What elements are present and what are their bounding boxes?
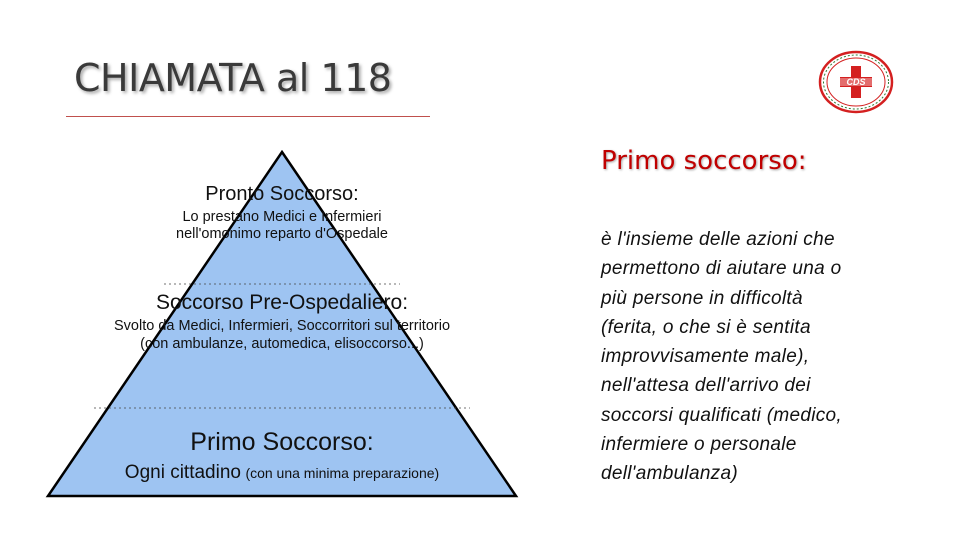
level-pronto-soccorso-title: Pronto Soccorso: <box>205 183 359 205</box>
level-pronto-soccorso-line1: Lo prestano Medici e Infermieri <box>182 209 382 225</box>
level-pre-ospedaliero-line2: (con ambulanze, automedica, elisoccorso...) <box>140 336 424 352</box>
definition-line: nell'attesa dell'arrivo dei <box>601 375 811 397</box>
level-pre-ospedaliero-title: Soccorso Pre-Ospedaliero: <box>155 291 409 314</box>
definition-line: (ferita, o che si è sentita <box>601 316 811 338</box>
level-primo-soccorso-note: (con una minima preparazione) <box>245 465 440 481</box>
definition-heading: Primo soccorso: <box>601 146 807 176</box>
level-primo-soccorso-line <box>44 462 520 484</box>
definition-line: è l'insieme delle azioni che <box>601 229 835 250</box>
definition-line: soccorsi qualificati (medico, <box>601 404 843 426</box>
level-pronto-soccorso-line2: nell'omonimo reparto d'Ospedale <box>176 226 388 242</box>
level-pre-ospedaliero-line1: Svolto da Medici, Infermieri, Soccorritori sul territorio <box>113 318 451 334</box>
svg-text:CDS: CDS <box>846 77 866 87</box>
definition-line: improvvisamente male), <box>601 346 810 368</box>
red-cross-cri-emblem-icon <box>818 50 894 114</box>
definition-line: dell'ambulanza) <box>601 463 738 485</box>
level-primo-soccorso-title: Primo Soccorso: <box>190 428 374 456</box>
title-underline <box>66 116 430 117</box>
level-primo-soccorso-main: Ogni cittadino <box>124 462 241 483</box>
definition-body <box>601 225 921 489</box>
definition-line: infermiere o personale <box>601 434 797 456</box>
definition-line: più persone in difficoltà <box>601 287 803 309</box>
slide-title: CHIAMATA al 118 <box>74 56 392 100</box>
definition-line: permettono di aiutare una o <box>601 258 842 280</box>
